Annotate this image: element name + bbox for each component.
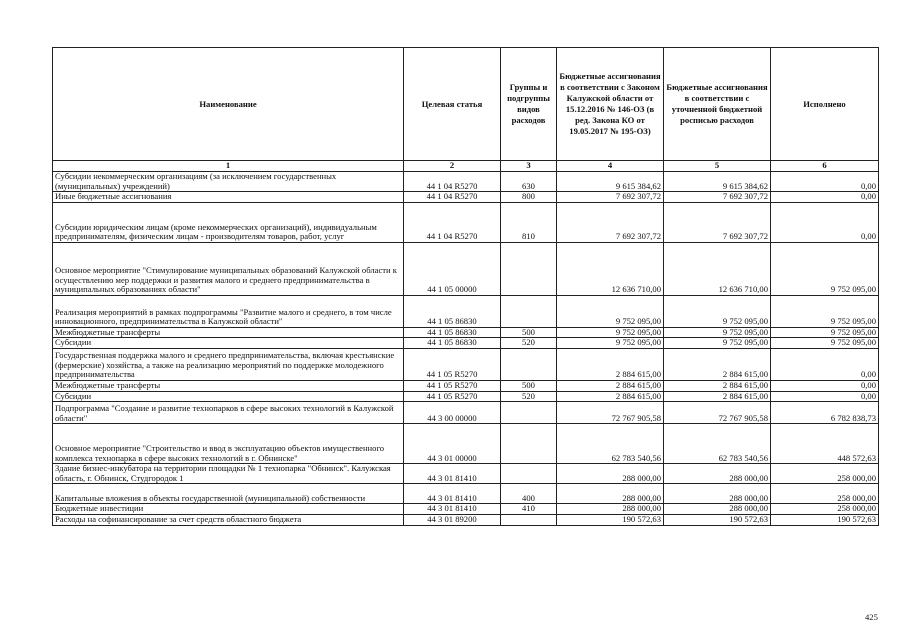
row-target-article-cell: 44 3 01 81410 bbox=[404, 484, 501, 504]
row-executed-amount-cell: 448 572,63 bbox=[771, 424, 879, 464]
row-law-amount-cell: 9 752 095,00 bbox=[557, 295, 664, 327]
column-number: 1 bbox=[53, 161, 404, 172]
row-name-cell: Субсидии юридическим лицам (кроме некоммерческих организаций), индивидуальным предпринимателям, физическим лицам - производителям товаров, работ, услуг bbox=[53, 202, 404, 242]
row-name-cell: Межбюджетные трансферты bbox=[53, 380, 404, 391]
row-expense-group-cell bbox=[501, 424, 557, 464]
row-refined-amount-cell: 288 000,00 bbox=[664, 504, 771, 515]
row-refined-amount-cell: 288 000,00 bbox=[664, 484, 771, 504]
header-law-allocations: Бюджетные ассигнования в соответствии с Законом Калужской области от 15.12.2016 № 146-ОЗ (в ред. Закона КО от 19.05.2017 № 195-ОЗ) bbox=[557, 48, 664, 161]
column-number: 5 bbox=[664, 161, 771, 172]
table-row bbox=[53, 192, 879, 203]
row-law-amount-cell: 288 000,00 bbox=[557, 464, 664, 484]
row-name-cell: Расходы на софинансирование за счет средств областного бюджета bbox=[53, 514, 404, 525]
table-header-row bbox=[53, 48, 879, 161]
row-target-article-cell: 44 1 05 R5270 bbox=[404, 348, 501, 380]
header-refined-allocations: Бюджетные ассигнования в соответствии с уточненной бюджетной росписью расходов bbox=[664, 48, 771, 161]
budget-table-sheet bbox=[52, 47, 879, 526]
row-law-amount-cell: 288 000,00 bbox=[557, 484, 664, 504]
row-expense-group-cell: 800 bbox=[501, 192, 557, 203]
table-row bbox=[53, 242, 879, 295]
row-name-cell: Государственная поддержка малого и среднего предпринимательства, включая крестьянские (фермерские) хозяйства, а также на реализацию мероприятий по поддержке молодежного предпринимательства bbox=[53, 348, 404, 380]
row-executed-amount-cell: 9 752 095,00 bbox=[771, 338, 879, 349]
row-target-article-cell: 44 3 00 00000 bbox=[404, 402, 501, 424]
row-refined-amount-cell: 72 767 905,58 bbox=[664, 402, 771, 424]
row-law-amount-cell: 7 692 307,72 bbox=[557, 202, 664, 242]
row-executed-amount-cell: 0,00 bbox=[771, 348, 879, 380]
row-law-amount-cell: 2 884 615,00 bbox=[557, 380, 664, 391]
table-body bbox=[53, 172, 879, 526]
row-expense-group-cell: 520 bbox=[501, 338, 557, 349]
row-refined-amount-cell: 9 752 095,00 bbox=[664, 327, 771, 338]
row-executed-amount-cell: 9 752 095,00 bbox=[771, 295, 879, 327]
column-number: 6 bbox=[771, 161, 879, 172]
row-name-cell: Субсидии bbox=[53, 391, 404, 402]
table-row bbox=[53, 380, 879, 391]
row-target-article-cell: 44 3 01 81410 bbox=[404, 464, 501, 484]
row-law-amount-cell: 2 884 615,00 bbox=[557, 391, 664, 402]
table-row bbox=[53, 295, 879, 327]
row-refined-amount-cell: 12 636 710,00 bbox=[664, 242, 771, 295]
table-row bbox=[53, 514, 879, 525]
row-executed-amount-cell: 258 000,00 bbox=[771, 504, 879, 515]
row-executed-amount-cell: 0,00 bbox=[771, 172, 879, 192]
row-target-article-cell: 44 1 05 86830 bbox=[404, 338, 501, 349]
row-law-amount-cell: 288 000,00 bbox=[557, 504, 664, 515]
row-expense-group-cell bbox=[501, 295, 557, 327]
row-name-cell: Субсидии bbox=[53, 338, 404, 349]
row-target-article-cell: 44 1 05 86830 bbox=[404, 295, 501, 327]
row-refined-amount-cell: 2 884 615,00 bbox=[664, 391, 771, 402]
row-executed-amount-cell: 258 000,00 bbox=[771, 484, 879, 504]
row-name-cell: Здание бизнес-инкубатора на территории площадки № 1 технопарка "Обнинск". Калужская область, г. Обнинск, Студгородок 1 bbox=[53, 464, 404, 484]
column-number: 2 bbox=[404, 161, 501, 172]
row-refined-amount-cell: 9 752 095,00 bbox=[664, 338, 771, 349]
row-executed-amount-cell: 0,00 bbox=[771, 380, 879, 391]
row-refined-amount-cell: 288 000,00 bbox=[664, 464, 771, 484]
row-executed-amount-cell: 258 000,00 bbox=[771, 464, 879, 484]
table-row bbox=[53, 464, 879, 484]
table-row bbox=[53, 402, 879, 424]
table-row bbox=[53, 202, 879, 242]
row-executed-amount-cell: 9 752 095,00 bbox=[771, 242, 879, 295]
table-row bbox=[53, 327, 879, 338]
header-expense-groups: Группы и подгруппы видов расходов bbox=[501, 48, 557, 161]
row-expense-group-cell bbox=[501, 348, 557, 380]
row-target-article-cell: 44 1 04 R5270 bbox=[404, 192, 501, 203]
row-name-cell: Межбюджетные трансферты bbox=[53, 327, 404, 338]
row-expense-group-cell: 400 bbox=[501, 484, 557, 504]
row-law-amount-cell: 190 572,63 bbox=[557, 514, 664, 525]
row-target-article-cell: 44 1 05 R5270 bbox=[404, 380, 501, 391]
row-expense-group-cell: 810 bbox=[501, 202, 557, 242]
table-row bbox=[53, 172, 879, 192]
row-refined-amount-cell: 62 783 540,56 bbox=[664, 424, 771, 464]
header-executed: Исполнено bbox=[771, 48, 879, 161]
row-law-amount-cell: 9 615 384,62 bbox=[557, 172, 664, 192]
row-executed-amount-cell: 0,00 bbox=[771, 192, 879, 203]
table-row bbox=[53, 484, 879, 504]
row-law-amount-cell: 2 884 615,00 bbox=[557, 348, 664, 380]
row-target-article-cell: 44 3 01 00000 bbox=[404, 424, 501, 464]
row-refined-amount-cell: 2 884 615,00 bbox=[664, 380, 771, 391]
column-number-row bbox=[53, 161, 879, 172]
row-target-article-cell: 44 1 05 R5270 bbox=[404, 391, 501, 402]
row-executed-amount-cell: 0,00 bbox=[771, 391, 879, 402]
row-name-cell: Субсидии некоммерческим организациям (за исключением государственных (муниципальных) учреждений) bbox=[53, 172, 404, 192]
row-law-amount-cell: 62 783 540,56 bbox=[557, 424, 664, 464]
header-target-article: Целевая статья bbox=[404, 48, 501, 161]
row-expense-group-cell: 520 bbox=[501, 391, 557, 402]
row-target-article-cell: 44 1 05 86830 bbox=[404, 327, 501, 338]
row-name-cell: Реализация мероприятий в рамках подпрограммы "Развитие малого и среднего, в том числе инновационного, предпринимательства в Калужской области" bbox=[53, 295, 404, 327]
row-target-article-cell: 44 3 01 81410 bbox=[404, 504, 501, 515]
row-name-cell: Капитальные вложения в объекты государственной (муниципальной) собственности bbox=[53, 484, 404, 504]
row-expense-group-cell: 500 bbox=[501, 327, 557, 338]
row-expense-group-cell: 500 bbox=[501, 380, 557, 391]
table-row bbox=[53, 338, 879, 349]
row-law-amount-cell: 7 692 307,72 bbox=[557, 192, 664, 203]
column-number: 4 bbox=[557, 161, 664, 172]
budget-execution-table bbox=[52, 47, 879, 526]
row-law-amount-cell: 12 636 710,00 bbox=[557, 242, 664, 295]
row-law-amount-cell: 9 752 095,00 bbox=[557, 327, 664, 338]
row-target-article-cell: 44 1 05 00000 bbox=[404, 242, 501, 295]
row-refined-amount-cell: 7 692 307,72 bbox=[664, 192, 771, 203]
row-name-cell: Подпрограмма "Создание и развитие технопарков в сфере высоких технологий в Калужской области" bbox=[53, 402, 404, 424]
row-refined-amount-cell: 2 884 615,00 bbox=[664, 348, 771, 380]
row-refined-amount-cell: 7 692 307,72 bbox=[664, 202, 771, 242]
row-name-cell: Основное мероприятие "Стимулирование муниципальных образований Калужской области к осуществлению мер поддержки и развития малого и среднего предпринимательства в муниципальных образованиях области" bbox=[53, 242, 404, 295]
row-expense-group-cell bbox=[501, 514, 557, 525]
row-executed-amount-cell: 0,00 bbox=[771, 202, 879, 242]
page-number: 425 bbox=[865, 612, 878, 622]
row-expense-group-cell bbox=[501, 242, 557, 295]
row-target-article-cell: 44 1 04 R5270 bbox=[404, 172, 501, 192]
row-expense-group-cell: 630 bbox=[501, 172, 557, 192]
table-row bbox=[53, 424, 879, 464]
row-name-cell: Иные бюджетные ассигнования bbox=[53, 192, 404, 203]
table-row bbox=[53, 348, 879, 380]
column-number: 3 bbox=[501, 161, 557, 172]
row-executed-amount-cell: 190 572,63 bbox=[771, 514, 879, 525]
row-expense-group-cell bbox=[501, 464, 557, 484]
row-executed-amount-cell: 9 752 095,00 bbox=[771, 327, 879, 338]
table-row bbox=[53, 504, 879, 515]
row-expense-group-cell bbox=[501, 402, 557, 424]
row-target-article-cell: 44 3 01 89200 bbox=[404, 514, 501, 525]
row-refined-amount-cell: 9 615 384,62 bbox=[664, 172, 771, 192]
table-row bbox=[53, 391, 879, 402]
header-name: Наименование bbox=[53, 48, 404, 161]
row-refined-amount-cell: 9 752 095,00 bbox=[664, 295, 771, 327]
row-target-article-cell: 44 1 04 R5270 bbox=[404, 202, 501, 242]
row-executed-amount-cell: 6 782 838,73 bbox=[771, 402, 879, 424]
row-refined-amount-cell: 190 572,63 bbox=[664, 514, 771, 525]
row-law-amount-cell: 9 752 095,00 bbox=[557, 338, 664, 349]
row-law-amount-cell: 72 767 905,58 bbox=[557, 402, 664, 424]
row-expense-group-cell: 410 bbox=[501, 504, 557, 515]
row-name-cell: Основное мероприятие "Строительство и ввод в эксплуатацию объектов имущественного комплекса технопарка в сфере высоких технологий в г. Обнинске" bbox=[53, 424, 404, 464]
row-name-cell: Бюджетные инвестиции bbox=[53, 504, 404, 515]
